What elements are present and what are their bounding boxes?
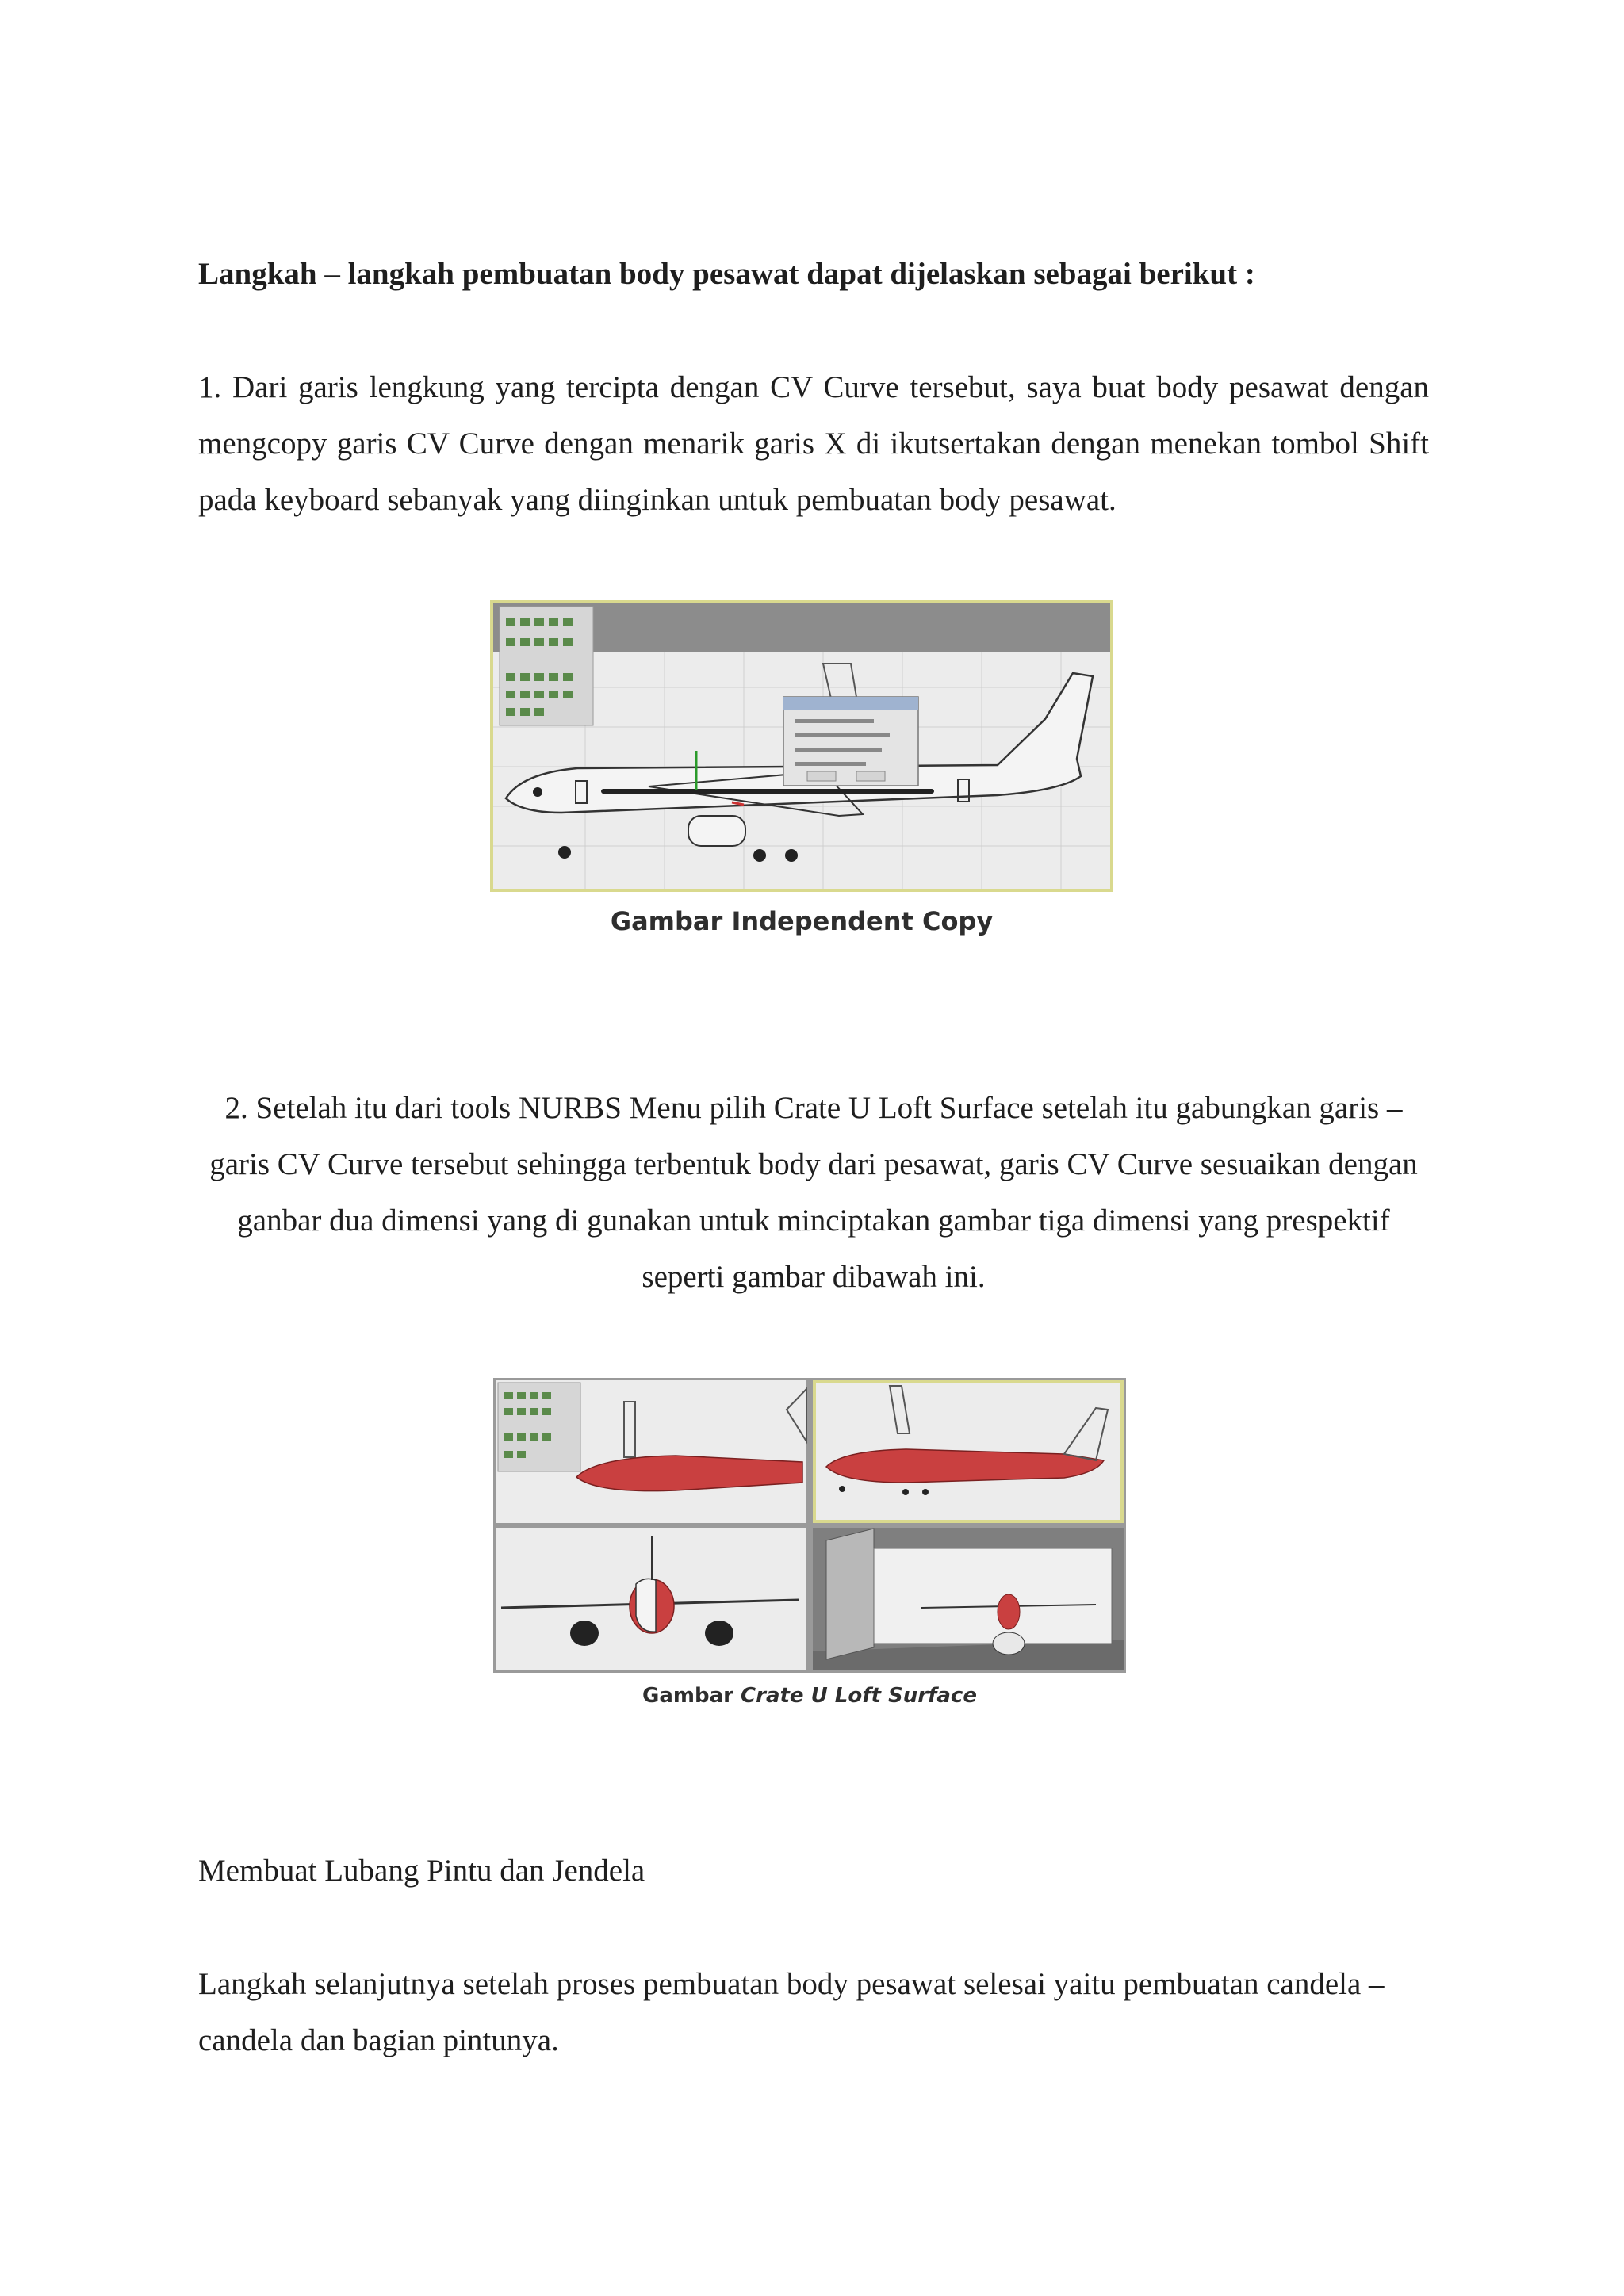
section-title: Membuat Lubang Pintu dan Jendela <box>198 1854 645 1888</box>
step-2-paragraph: 2. Setelah itu dari tools NURBS Menu pilih Crate U Loft Surface setelah itu gabungkan garis – garis CV Curve tersebut sehingga terbentuk body dari pesawat, garis CV Curve sesuaikan dengan ganbar dua dimensi yang di gunakan untuk minciptakan gambar tiga dimensi yang prespektif seperti gambar dibawah ini. <box>209 1091 1418 1294</box>
figure-2-caption-italic: Crate U Loft Surface <box>741 1684 977 1708</box>
figure-crate-u-loft-surface <box>493 1378 1126 1673</box>
figure-2-caption <box>493 1684 1126 1708</box>
step-1-paragraph: 1. Dari garis lengkung yang tercipta dengan CV Curve tersebut, saya buat body pesawat dengan mengcopy garis CV Curve dengan menarik garis X di ikutsertakan dengan menekan tombol Shift pada keyboard sebanyak yang diinginkan untuk pembuatan body pesawat. <box>198 370 1429 517</box>
figure-1-caption: Gambar Independent Copy <box>610 906 994 936</box>
page-heading: Langkah – langkah pembuatan body pesawat dapat dijelaskan sebagai berikut : <box>198 257 1255 291</box>
closing-paragraph: Langkah selanjutnya setelah proses pembuatan body pesawat selesai yaitu pembuatan candela – candela dan bagian pintunya. <box>198 1967 1385 2057</box>
figure-2-caption-prefix: Gambar <box>642 1684 741 1708</box>
figure-independent-copy <box>490 600 1113 892</box>
